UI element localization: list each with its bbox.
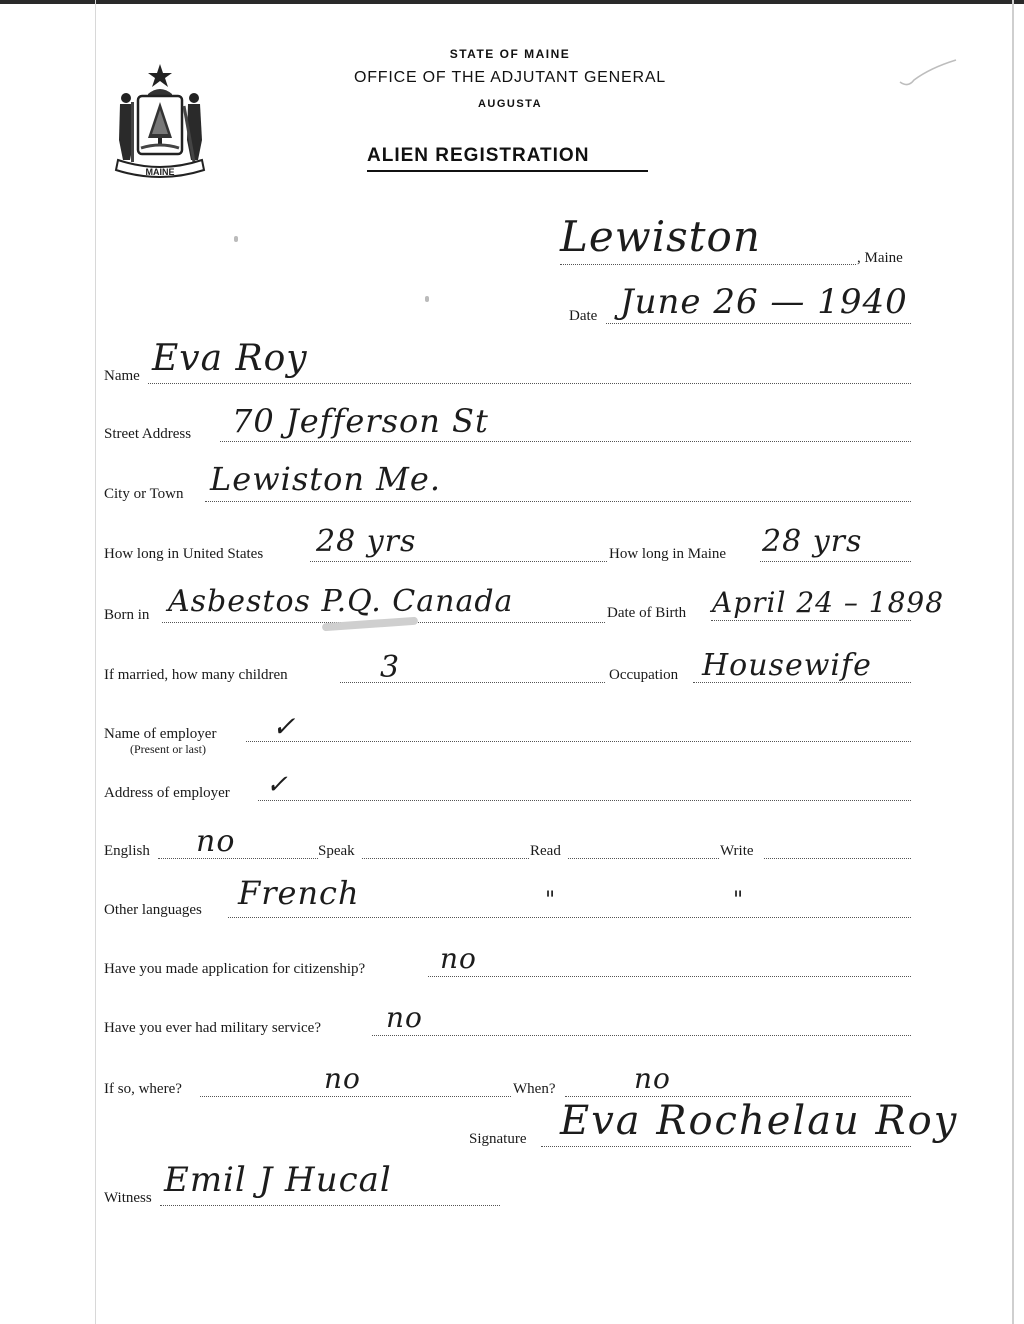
military-entry: no	[386, 1001, 423, 1034]
write-line	[764, 858, 911, 859]
military-label: Have you ever had military service?	[104, 1020, 321, 1036]
street-address-entry: 70 Jefferson St	[232, 402, 489, 440]
when-line	[565, 1096, 911, 1097]
if-so-where-label: If so, where?	[104, 1081, 182, 1097]
scan-top-edge	[0, 0, 1024, 4]
citizenship-label: Have you made application for citizenship?	[104, 961, 366, 977]
witness-label: Witness	[104, 1190, 152, 1206]
how-long-maine-label: How long in Maine	[609, 546, 727, 562]
maine-label: , Maine	[857, 250, 903, 266]
name-line	[148, 383, 911, 384]
form-title: ALIEN REGISTRATION	[367, 145, 590, 166]
how-long-us-label: How long in United States	[104, 546, 264, 562]
signature-label: Signature	[469, 1131, 527, 1147]
header-state: STATE OF MAINE	[449, 47, 571, 61]
children-entry: 3	[380, 650, 401, 685]
header-office: OFFICE OF THE ADJUTANT GENERAL	[353, 69, 667, 86]
where-entry: no	[324, 1062, 361, 1095]
scan-speck	[234, 236, 238, 242]
speak-label: Speak	[318, 843, 355, 859]
date-of-birth-label: Date of Birth	[607, 605, 687, 621]
born-in-label: Born in	[104, 607, 150, 623]
citizenship-line	[428, 976, 911, 977]
when-entry: no	[634, 1062, 671, 1095]
read-label: Read	[530, 843, 561, 859]
english-entry: no	[196, 824, 236, 859]
other-languages-entry: French	[238, 874, 360, 912]
svg-text:MAINE: MAINE	[145, 167, 175, 177]
signature-line	[541, 1146, 911, 1147]
employer-line	[246, 741, 911, 742]
scan-speck	[425, 296, 429, 302]
other-read-entry: "	[545, 888, 557, 913]
name-entry: Eva Roy	[152, 338, 308, 379]
employer-label: Name of employer	[104, 726, 217, 742]
title-underline	[367, 170, 648, 172]
how-long-us-entry: 28 yrs	[316, 524, 417, 559]
street-address-line	[220, 441, 911, 442]
maine-state-seal-icon	[108, 62, 212, 184]
if-so-where-line	[200, 1096, 511, 1097]
pencil-check-mark-icon	[898, 56, 958, 92]
citizenship-entry: no	[440, 942, 477, 975]
employer-address-label: Address of employer	[104, 785, 230, 801]
other-languages-label: Other languages	[104, 902, 202, 918]
city-line	[205, 501, 911, 502]
write-label: Write	[720, 843, 754, 859]
how-long-maine-line	[760, 561, 911, 562]
other-languages-line	[228, 917, 911, 918]
date-entry: June 26 — 1940	[620, 282, 908, 322]
name-label: Name	[104, 368, 140, 384]
page-right-edge	[1012, 0, 1014, 1324]
witness-entry: Emil J Hucal	[164, 1160, 392, 1200]
occupation-label: Occupation	[609, 667, 679, 683]
how-long-us-line	[310, 561, 607, 562]
page-left-edge	[95, 0, 96, 1324]
employer-entry: ✓	[272, 710, 297, 743]
speak-line	[362, 858, 529, 859]
date-label: Date	[569, 308, 598, 324]
military-line	[372, 1035, 911, 1036]
children-label: If married, how many children	[104, 667, 288, 683]
city-label: City or Town	[104, 486, 184, 502]
header-city: AUGUSTA	[477, 98, 543, 110]
english-label: English	[104, 843, 150, 859]
signature-entry: Eva Rochelau Roy	[560, 1098, 959, 1144]
date-line	[606, 323, 911, 324]
city-entry: Lewiston Me.	[210, 460, 442, 498]
date-of-birth-line	[711, 620, 911, 621]
employer-note: (Present or last)	[130, 742, 206, 756]
when-label: When?	[513, 1081, 556, 1097]
occupation-entry: Housewife	[702, 648, 872, 683]
date-of-birth-entry: April 24 – 1898	[712, 586, 945, 619]
employer-address-entry: ✓	[266, 770, 289, 800]
how-long-maine-entry: 28 yrs	[762, 524, 863, 559]
place-line	[560, 264, 856, 265]
born-in-entry: Asbestos P.Q. Canada	[168, 584, 514, 619]
place-entry: Lewiston	[560, 212, 761, 261]
employer-address-line	[258, 800, 911, 801]
street-address-label: Street Address	[104, 426, 192, 442]
witness-line	[160, 1205, 500, 1206]
english-line	[158, 858, 318, 859]
read-line	[568, 858, 719, 859]
other-write-entry: "	[733, 888, 745, 913]
